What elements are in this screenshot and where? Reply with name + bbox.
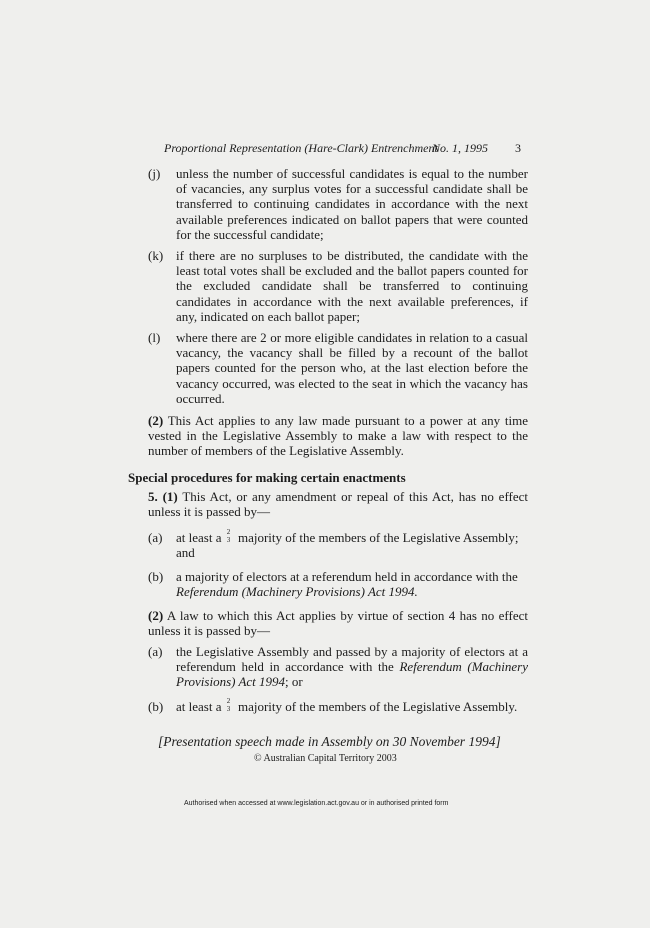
paragraph-text: unless the number of successful candidates is equal to the number of vacancies, any surplus votes for a successful candidate shall be transferred to continuing candidates in accordance with the next available preferences indicated on ballot papers that were counted for the successful candidate; <box>176 166 528 242</box>
paragraph-label: (b) <box>148 699 164 714</box>
paragraph-label: (a) <box>148 530 163 545</box>
paragraph-label: (l) <box>148 330 161 345</box>
paragraph-5-1-a <box>148 530 528 560</box>
page-number: 3 <box>515 141 521 155</box>
paragraph-j <box>148 166 528 242</box>
section-heading: Special procedures for making certain enactments <box>128 470 406 485</box>
paragraph-l <box>148 330 528 406</box>
paragraph-text: where there are 2 or more eligible candidates in relation to a casual vacancy, the vacancy shall be filled by a recount of the ballot papers counted for the person who, at the last election before the vacancy occurred, was elected to the seat in which the vacancy has occurred. <box>176 330 528 406</box>
section-number: 5. <box>148 489 158 504</box>
subsection-number: (2) <box>148 608 164 623</box>
two-thirds-fraction: 2 3 <box>226 697 231 713</box>
header-act-title: Proportional Representation (Hare-Clark) Entrenchment <box>164 141 438 155</box>
subsection-text: This Act applies to any law made pursuant to a power at any time vested in the Legislative Assembly to make a law with respect to the number of members of the Legislative Assembly. <box>148 413 529 459</box>
paragraph-label: (j) <box>148 166 161 181</box>
paragraph-text: the Legislative Assembly and passed by a majority of electors at a referendum held in accordance with the Referendum (Machinery Provisions) Act 1994; or <box>176 644 529 690</box>
subsection-text: This Act, or any amendment or repeal of this Act, has no effect unless it is passed by— <box>148 489 529 520</box>
running-header <box>164 141 524 155</box>
authorisation-notice: Authorised when accessed at www.legislation.act.gov.au or in authorised printed form <box>184 800 449 807</box>
paragraph-label: (k) <box>148 248 164 263</box>
paragraph-5-2-b <box>148 699 528 714</box>
paragraph-5-1-b <box>148 569 528 599</box>
act-citation: Referendum (Machinery Provisions) Act 1994 <box>176 659 529 690</box>
subsection-5-2 <box>128 608 528 638</box>
paragraph-text: at least a 2 3 majority of the members of the Legislative Assembly; and <box>176 528 519 561</box>
presentation-speech-note: [Presentation speech made in Assembly on 30 November 1994] <box>158 734 501 749</box>
paragraph-k <box>148 248 528 324</box>
paragraph-5-2-a <box>148 644 528 690</box>
header-act-number: No. 1, 1995 <box>432 141 489 155</box>
subsection-number: (1) <box>162 489 178 504</box>
act-citation: Referendum (Machinery Provisions) Act 1994. <box>176 584 418 600</box>
copyright-notice: © Australian Capital Territory 2003 <box>254 753 397 764</box>
paragraph-label: (b) <box>148 569 164 584</box>
paragraph-text: at least a 2 3 majority of the members of the Legislative Assembly. <box>176 697 518 714</box>
paragraph-label: (a) <box>148 644 163 659</box>
subsection-4-2 <box>128 413 528 459</box>
subsection-number: (2) <box>148 413 164 428</box>
subsection-text: A law to which this Act applies by virtue of section 4 has no effect unless it is passed by— <box>148 608 528 639</box>
paragraph-text: a majority of electors at a referendum held in accordance with the Referendum (Machinery Provisions) Act 1994. <box>176 569 518 600</box>
two-thirds-fraction: 2 3 <box>226 528 231 544</box>
paragraph-text: if there are no surpluses to be distributed, the candidate with the least total votes shall be excluded and the ballot papers counted for the excluded candidate shall be transferred to continuing candidates in accordance with the next available preferences, if any, indicated on each ballot paper; <box>176 248 528 324</box>
subsection-5-1 <box>128 489 528 519</box>
